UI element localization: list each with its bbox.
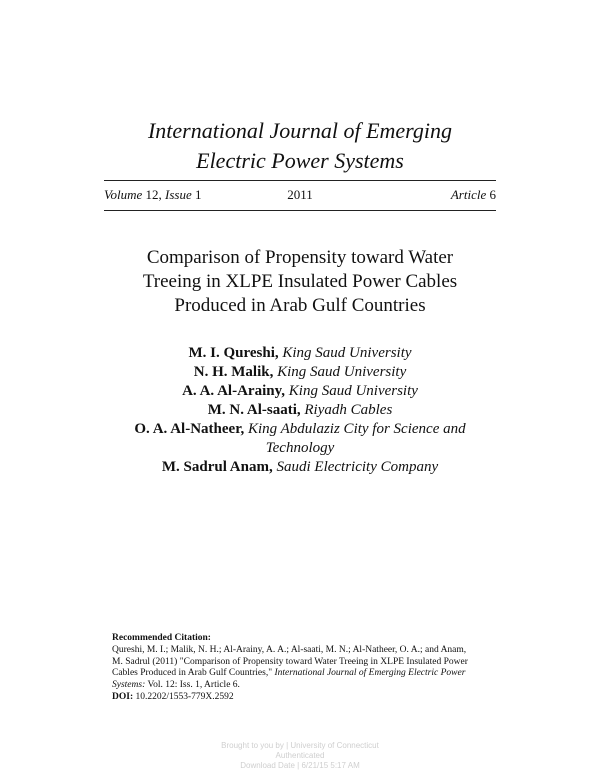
download-watermark	[0, 741, 600, 771]
author-affiliation: Riyadh Cables	[304, 402, 393, 418]
volume-number: 12,	[145, 187, 162, 202]
issue-info-row	[104, 186, 496, 204]
author-list	[0, 344, 600, 477]
citation-journal-name-cont: Systems:	[112, 680, 146, 691]
author-affiliation: King Abdulaziz City for Science and	[247, 421, 466, 437]
recommended-citation	[112, 633, 492, 704]
author	[0, 401, 600, 420]
author	[0, 344, 600, 363]
paper-title-line-2: Treeing in XLPE Insulated Power Cables	[142, 271, 458, 292]
author	[0, 363, 600, 382]
journal-title-line-2: Electric Power Systems	[196, 148, 404, 173]
citation-line-1: Qureshi, M. I.; Malik, N. H.; Al-Arainy, A. A.; Al-saati, M. N.; Al-Natheer, O. A.; and Anam,	[112, 644, 467, 655]
author-name: A. A. Al-Arainy,	[182, 383, 286, 399]
bottom-rule	[104, 210, 496, 211]
author-name: M. Sadrul Anam,	[161, 459, 273, 475]
citation-journal-name: International Journal of Emerging Electric Power	[274, 668, 466, 679]
citation-line-3-text: Cables Produced in Arab Gulf Countries,"	[112, 668, 273, 679]
author-affiliation: Saudi Electricity Company	[276, 459, 439, 475]
issue-number: 1	[195, 187, 202, 202]
watermark-line-3: Download Date | 6/21/15 5:17 AM	[240, 761, 360, 770]
watermark-line-2: Authenticated	[275, 751, 325, 760]
top-rule	[104, 180, 496, 181]
paper-title-line-1: Comparison of Propensity toward Water	[146, 247, 454, 268]
citation-line-2: M. Sadrul (2011) "Comparison of Propensity toward Water Treeing in XLPE Insulated Power	[112, 656, 468, 667]
paper-title	[0, 246, 600, 318]
citation-doi	[112, 692, 492, 704]
citation-line-4	[112, 680, 492, 692]
article-info	[451, 186, 496, 204]
article-label: Article	[450, 187, 487, 202]
author-name: M. I. Qureshi,	[188, 345, 279, 361]
watermark-line-1: Brought to you by | University of Connecticut	[221, 741, 379, 750]
author-name: O. A. Al-Natheer,	[134, 421, 245, 437]
author-name: N. H. Malik,	[193, 364, 274, 380]
author	[0, 420, 600, 439]
author-affiliation-continued	[0, 439, 600, 458]
author	[0, 458, 600, 477]
doi-link[interactable]: 10.2202/1553-779X.2592	[135, 691, 234, 702]
citation-line-3	[112, 668, 492, 680]
paper-title-line-3: Produced in Arab Gulf Countries	[174, 295, 426, 316]
author-affiliation: Technology	[265, 440, 335, 456]
author-affiliation: King Saud University	[277, 364, 407, 380]
doi-label: DOI:	[112, 691, 134, 702]
author	[0, 382, 600, 401]
citation-volume-info: Vol. 12: Iss. 1, Article 6.	[147, 680, 240, 691]
author-name: M. N. Al-saati,	[207, 402, 301, 418]
citation-label: Recommended Citation:	[112, 633, 211, 643]
author-affiliation: King Saud University	[282, 345, 412, 361]
volume-label: Volume	[104, 187, 143, 202]
year: 2011	[287, 187, 313, 202]
author-affiliation: King Saud University	[288, 383, 418, 399]
journal-title-line-1: International Journal of Emerging	[147, 118, 453, 143]
journal-title	[0, 116, 600, 176]
article-number: 6	[489, 187, 496, 202]
issue-label: Issue	[165, 187, 192, 202]
